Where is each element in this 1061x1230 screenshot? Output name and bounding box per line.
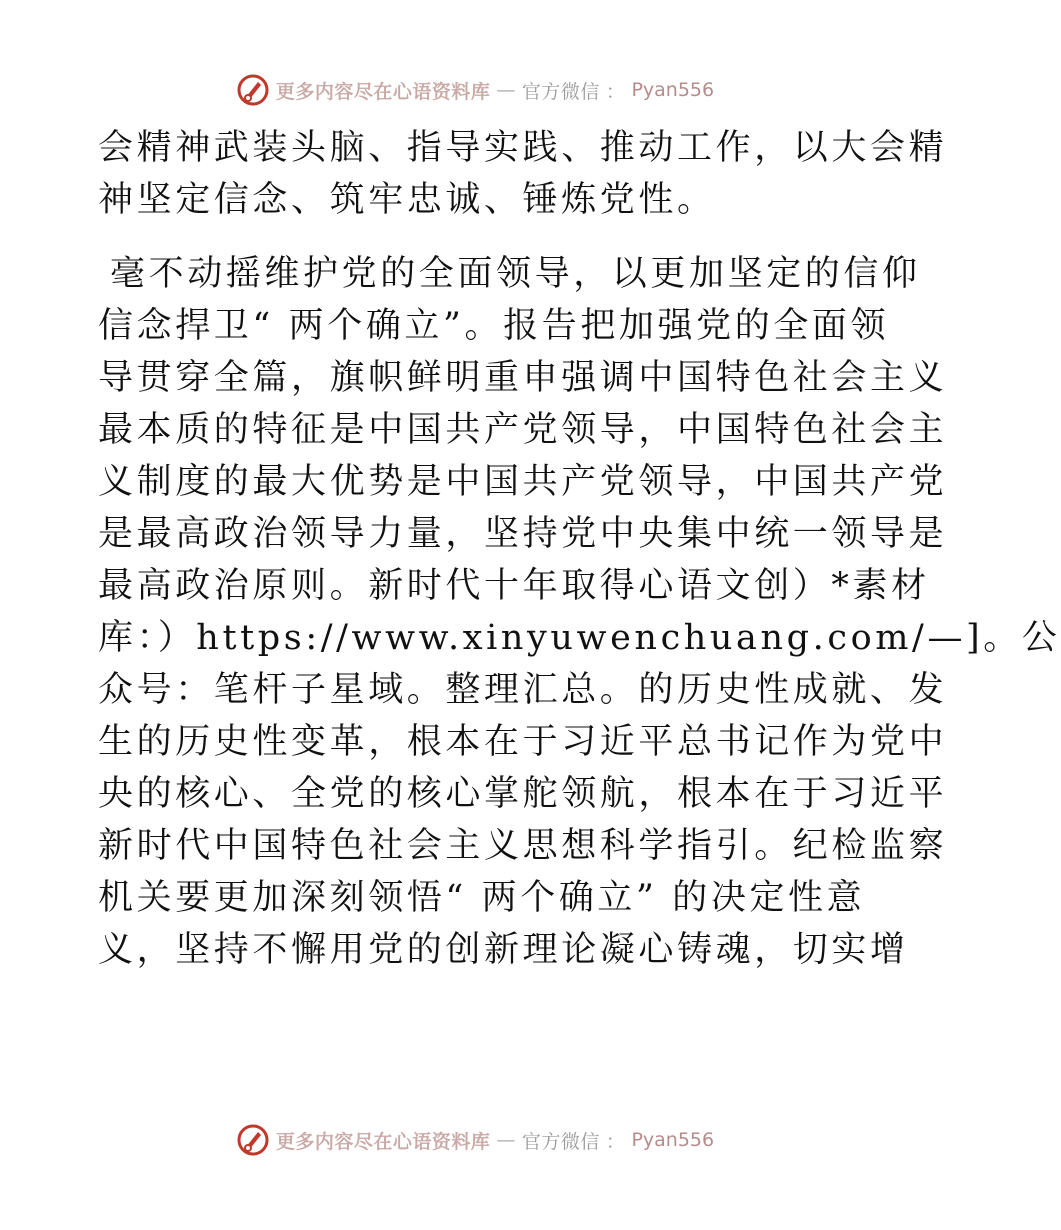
footer-wechat-id: Pyan556 (631, 1129, 715, 1151)
text-line: 导贯穿全篇，旗帜鲜明重申强调中国特色社会主义 (98, 358, 948, 398)
paragraph-2 (98, 248, 1061, 976)
document-body (98, 122, 1061, 976)
footer-brand-text: 更多内容尽在心语资料库 (275, 1130, 491, 1153)
header-separator: ： (605, 80, 626, 103)
header-banner (0, 70, 950, 110)
brand-logo-icon (236, 1123, 270, 1157)
footer-wechat-label: 官方微信 (521, 1130, 600, 1153)
paragraph-1 (98, 122, 948, 226)
paragraph-gap (98, 226, 858, 248)
text-line: 会精神武装头脑、指导实践、推动工作，以大会精 (98, 128, 948, 168)
header-dash: — (496, 79, 516, 101)
text-line: 毫不动摇维护党的全面领导，以更加坚定的信仰 (110, 254, 921, 294)
text-line: 央的核心、全党的核心掌舵领航，根本在于习近平 (98, 774, 948, 814)
text-line: 义制度的最大优势是中国共产党领导，中国共产党 (98, 462, 948, 502)
brand-logo-icon (236, 73, 270, 107)
text-line: 信念捍卫“ 两个确立”。报告把加强党的全面领 (98, 306, 890, 346)
text-line: 最本质的特征是中国共产党领导，中国特色社会主 (98, 410, 948, 450)
text-line: 神坚定信念、筑牢忠诚、锤炼党性。 (98, 180, 716, 220)
text-line: 众号：笔杆子星域。整理汇总。的历史性成就、发 (98, 670, 948, 710)
header-brand-text: 更多内容尽在心语资料库 (275, 80, 491, 103)
text-line: 库：）https://www.xinyuwenchuang.com/—]。公 (98, 618, 1061, 658)
header-wechat-id: Pyan556 (631, 79, 715, 101)
header-wechat-label: 官方微信 (521, 80, 600, 103)
text-line: 生的历史性变革，根本在于习近平总书记作为党中 (98, 722, 948, 762)
text-line: 新时代中国特色社会主义思想科学指引。纪检监察 (98, 826, 948, 866)
text-line: 义，坚持不懈用党的创新理论凝心铸魂，切实增 (98, 930, 909, 970)
footer-dash: — (496, 1129, 516, 1151)
text-line: 最高政治原则。新时代十年取得心语文创）*素材 (98, 566, 930, 606)
footer-separator: ： (605, 1130, 626, 1153)
text-line: 机关要更加深刻领悟“ 两个确立” 的决定性意 (98, 878, 866, 918)
footer-banner (0, 1120, 950, 1160)
text-line: 是最高政治领导力量，坚持党中央集中统一领导是 (98, 514, 948, 554)
